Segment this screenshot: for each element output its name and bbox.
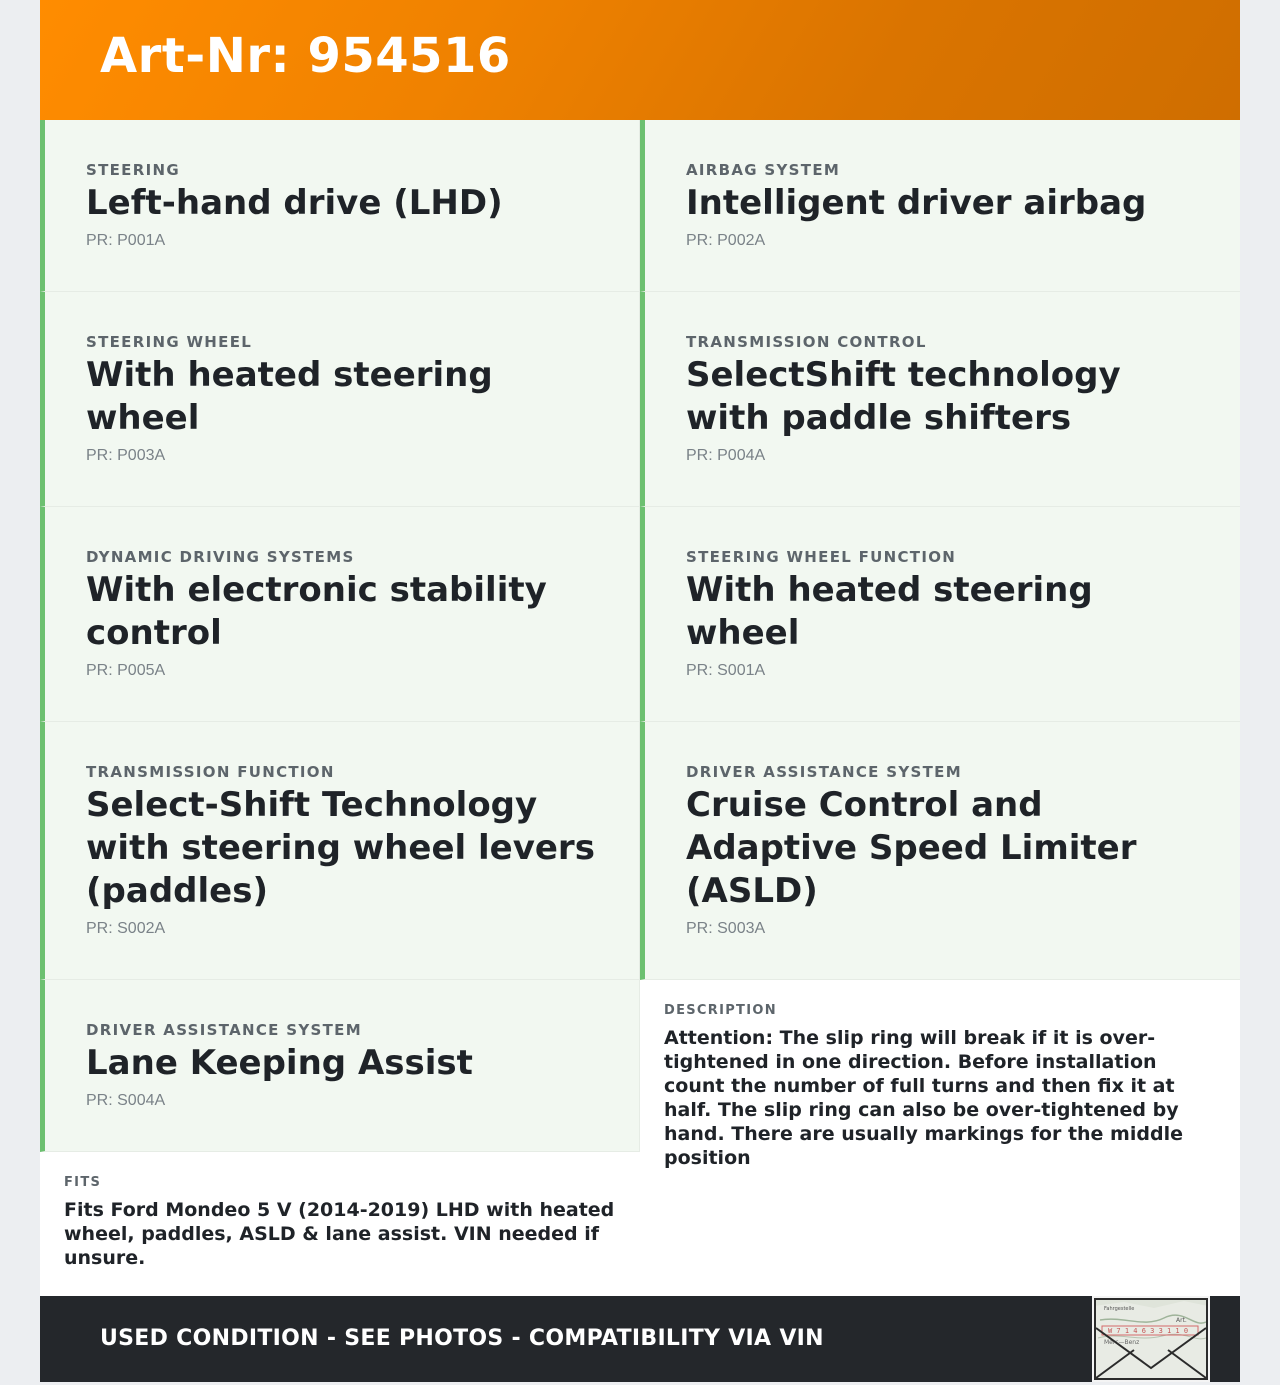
description-section [640,980,1240,1192]
fits-label: FITS [64,1175,102,1190]
feature-pr-code: PR: S002A [86,920,166,937]
feature-card [40,292,640,507]
feature-pr-code: PR: P003A [86,447,166,464]
feature-category: TRANSMISSION CONTROL [686,333,927,351]
right-column [640,120,1240,1192]
feature-card [40,722,640,980]
feature-value: With heated steering wheel [686,570,1093,653]
feature-value: With electronic stability control [86,570,547,653]
feature-pr-code: PR: P005A [86,662,166,679]
feature-card [40,980,640,1152]
feature-category: DRIVER ASSISTANCE SYSTEM [86,1021,362,1039]
svg-text:Merc—Benz: Merc—Benz [1104,1339,1140,1346]
feature-pr-code: PR: P004A [686,447,766,464]
footer-text: USED CONDITION - SEE PHOTOS - COMPATIBILITY VIA VIN [100,1326,824,1351]
feature-value: Lane Keeping Assist [86,1043,473,1083]
description-text: Attention: The slip ring will break if it is over-tightened in one direction. Before installation count the number of full turns and then fix it at half. The slip ring can also be over-tightened by hand. There are usually markings for the middle position [664,1027,1183,1169]
feature-card [640,722,1240,980]
feature-card [640,120,1240,292]
feature-card [640,507,1240,722]
feature-card [40,120,640,292]
feature-category: STEERING [86,161,180,179]
feature-value: Intelligent driver airbag [686,183,1147,223]
feature-category: STEERING WHEEL [86,333,253,351]
feature-card [640,292,1240,507]
feature-value: Left-hand drive (LHD) [86,183,503,223]
feature-pr-code: PR: S004A [86,1092,166,1109]
feature-pr-code: PR: P001A [86,232,166,249]
feature-card [40,507,640,722]
feature-value: Select-Shift Technology with steering wheel levers (paddles) [86,785,595,911]
feature-pr-code: PR: S003A [686,920,766,937]
svg-text:Art.: Art. [1176,1317,1187,1324]
feature-category: STEERING WHEEL FUNCTION [686,548,957,566]
feature-value: With heated steering wheel [86,355,493,438]
label-stamp-image [1092,1296,1210,1382]
description-label: DESCRIPTION [664,1003,777,1018]
feature-category: DYNAMIC DRIVING SYSTEMS [86,548,355,566]
fits-text: Fits Ford Mondeo 5 V (2014-2019) LHD with heated wheel, paddles, ASLD & lane assist. VIN needed if unsure. [64,1199,615,1269]
left-column [40,120,640,1292]
header-bar [40,0,1240,120]
product-sheet [40,0,1240,1382]
article-number-title: Art-Nr: 954516 [100,28,511,84]
feature-pr-code: PR: P002A [686,232,766,249]
feature-value: SelectShift technology with paddle shifters [686,355,1121,438]
svg-text:Fahrgestelle: Fahrgestelle [1104,1306,1135,1312]
footer-bar [40,1296,1240,1382]
envelope-stamp-icon [1094,1298,1208,1380]
feature-value: Cruise Control and Adaptive Speed Limiter (ASLD) [686,785,1137,911]
feature-category: TRANSMISSION FUNCTION [86,763,335,781]
svg-text:W 7 1 4 6 3 3 1 1 0: W 7 1 4 6 3 3 1 1 0 [1108,1327,1189,1335]
feature-category: DRIVER ASSISTANCE SYSTEM [686,763,962,781]
fits-section [40,1152,640,1292]
feature-pr-code: PR: S001A [686,662,766,679]
feature-category: AIRBAG SYSTEM [686,161,841,179]
